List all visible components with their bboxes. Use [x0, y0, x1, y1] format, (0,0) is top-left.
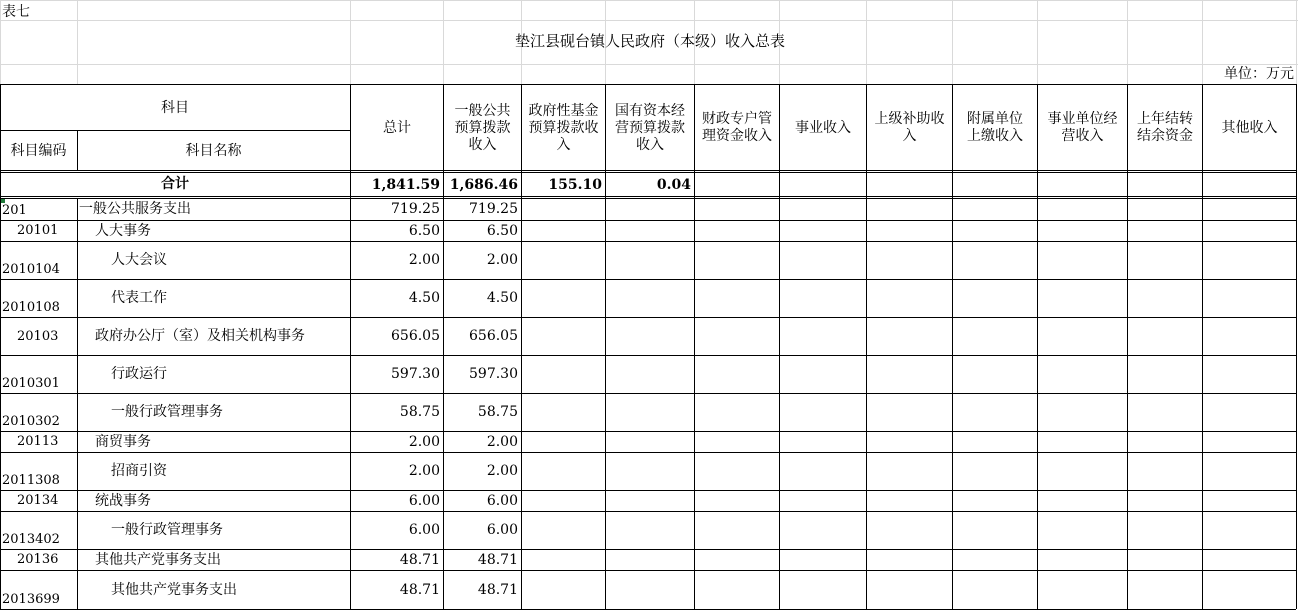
subject-code: 20103: [17, 328, 59, 344]
table-border: [0, 431, 1296, 432]
cell-value: 719.25: [391, 201, 440, 217]
cell-value: 2.00: [486, 463, 518, 479]
cell-value: 48.71: [477, 551, 518, 568]
subject-name: 一般行政管理事务: [111, 404, 223, 420]
unit-label: 单位：万元: [1224, 66, 1294, 82]
table-border: [0, 570, 1296, 571]
grid-line: [77, 0, 78, 84]
subject-code: 20136: [17, 552, 59, 567]
header-col: [867, 86, 952, 170]
header-col-line: 政府性基金: [528, 102, 599, 119]
grid-line: [0, 64, 1298, 65]
cell-marker: [1, 199, 5, 203]
subject-name: 其他共产党事务支出: [95, 551, 221, 568]
header-col-line: 收入: [636, 136, 664, 153]
header-col-line: 理资金收入: [702, 128, 772, 144]
header-col-line: 收入: [468, 136, 497, 153]
table-border: [0, 279, 1296, 280]
table-border: [0, 241, 1296, 242]
total-value: 1,841.59: [371, 177, 440, 193]
header-col-line: 事业单位经: [1047, 111, 1118, 127]
subject-name: 政府办公厅（室）及相关机构事务: [95, 328, 305, 344]
cell-value: 656.05: [469, 328, 518, 344]
subject-code: 201: [2, 202, 27, 218]
header-col-line: 预算拨款收: [528, 119, 599, 136]
header-col-line: 一般公共: [454, 102, 511, 119]
cell-value: 6.50: [486, 222, 518, 239]
subject-name: 代表工作: [111, 290, 167, 306]
subject-name: 行政运行: [111, 366, 167, 382]
header-col-line: 事业收入: [795, 119, 851, 136]
subject-name: 人大事务: [95, 222, 151, 239]
grid-line: [0, 0, 1298, 1]
subject-name: 招商引资: [111, 463, 167, 479]
grid-line: [952, 0, 953, 84]
cell-value: 719.25: [469, 201, 518, 217]
grid-line: [0, 20, 1298, 21]
header-col-line: 入: [902, 128, 917, 144]
header-col-line: 总计: [383, 119, 411, 136]
table-border: [0, 490, 1296, 491]
table-border: [0, 196, 1296, 197]
table-border: [0, 355, 1296, 356]
subject-code: 20101: [17, 223, 59, 238]
subject-code: 2010301: [2, 376, 60, 391]
subject-code: 2011308: [2, 473, 60, 488]
header-col: [780, 86, 866, 170]
header-col: [351, 86, 443, 170]
cell-value: 48.71: [477, 581, 518, 598]
header-col-line: 国有资本经: [615, 102, 685, 119]
table-border: [0, 549, 1296, 550]
header-col: [1128, 86, 1202, 170]
subject-code: 2010108: [2, 300, 60, 315]
header-col: [522, 86, 605, 170]
grid-line: [0, 0, 1, 84]
header-col-line: 上级补助收: [874, 111, 945, 127]
cell-value: 48.71: [399, 581, 440, 598]
subject-code: 20134: [17, 493, 59, 508]
table-border: [0, 511, 1296, 512]
table-border: [1296, 84, 1297, 609]
header-col: [695, 86, 779, 170]
total-label: 合计: [161, 176, 189, 192]
header-col-line: 营收入: [1061, 128, 1104, 144]
subject-name: 统战事务: [95, 492, 151, 509]
subject-name: 一般行政管理事务: [111, 522, 223, 538]
header-subject-name: 科目名称: [185, 142, 242, 159]
cell-value: 2.00: [486, 252, 518, 268]
subject-code: 2010104: [2, 262, 60, 277]
grid-line: [1037, 0, 1038, 84]
header-col: [953, 86, 1037, 170]
subject-name: 人大会议: [111, 252, 167, 268]
grid-line: [1296, 0, 1297, 84]
header-col-line: 财政专户管: [702, 111, 772, 127]
cell-value: 656.05: [391, 328, 440, 344]
cell-value: 6.00: [408, 522, 440, 538]
header-col-line: 入: [556, 136, 571, 153]
header-subject: 科目: [161, 99, 189, 116]
header-col-line: 其他收入: [1221, 119, 1278, 136]
header-col: [606, 86, 694, 170]
subject-name: 一般公共服务支出: [79, 201, 191, 217]
cell-value: 597.30: [469, 366, 518, 382]
table-border: [0, 452, 1296, 453]
table-title: 垫江县砚台镇人民政府（本级）收入总表: [514, 32, 785, 50]
subject-code: 2013402: [2, 532, 60, 547]
header-col-line: 预算拨款: [454, 119, 511, 136]
header-col-line: 附属单位: [967, 111, 1023, 127]
cell-value: 4.50: [486, 290, 518, 306]
cell-value: 2.00: [408, 252, 440, 268]
header-col: [444, 86, 521, 170]
grid-line: [1202, 0, 1203, 84]
header-subject-code: 科目编码: [10, 142, 67, 159]
cell-value: 2.00: [486, 433, 518, 450]
header-col: [1038, 86, 1127, 170]
header-col-line: 结余资金: [1137, 128, 1193, 144]
cell-value: 6.00: [408, 492, 440, 509]
subject-name: 其他共产党事务支出: [111, 581, 237, 598]
total-value: 155.10: [548, 177, 602, 193]
sheet-label: 表七: [2, 4, 30, 20]
cell-value: 597.30: [391, 366, 440, 382]
subject-code: 2010302: [2, 414, 60, 429]
cell-value: 48.71: [399, 551, 440, 568]
total-value: 0.04: [656, 177, 691, 193]
subject-code: 2013699: [2, 592, 60, 607]
header-col-line: 上缴收入: [967, 128, 1023, 144]
cell-value: 6.00: [486, 522, 518, 538]
cell-value: 2.00: [408, 433, 440, 450]
header-col-line: 营预算拨款: [615, 119, 685, 136]
table-border: [0, 393, 1296, 394]
cell-value: 58.75: [399, 404, 440, 420]
cell-value: 4.50: [408, 290, 440, 306]
table-border: [0, 84, 1296, 85]
grid-line: [1127, 0, 1128, 84]
header-col-line: 上年结转: [1137, 111, 1193, 127]
cell-value: 6.50: [408, 222, 440, 239]
table-border: [0, 198, 1296, 199]
table-border: [0, 220, 1296, 221]
cell-value: 6.00: [486, 492, 518, 509]
cell-value: 2.00: [408, 463, 440, 479]
subject-name: 商贸事务: [95, 433, 151, 450]
header-col: [1203, 86, 1296, 170]
total-value: 1,686.46: [449, 177, 518, 193]
subject-code: 20113: [17, 434, 59, 449]
table-border: [77, 198, 78, 609]
table-border: [0, 317, 1296, 318]
cell-value: 58.75: [477, 404, 518, 420]
